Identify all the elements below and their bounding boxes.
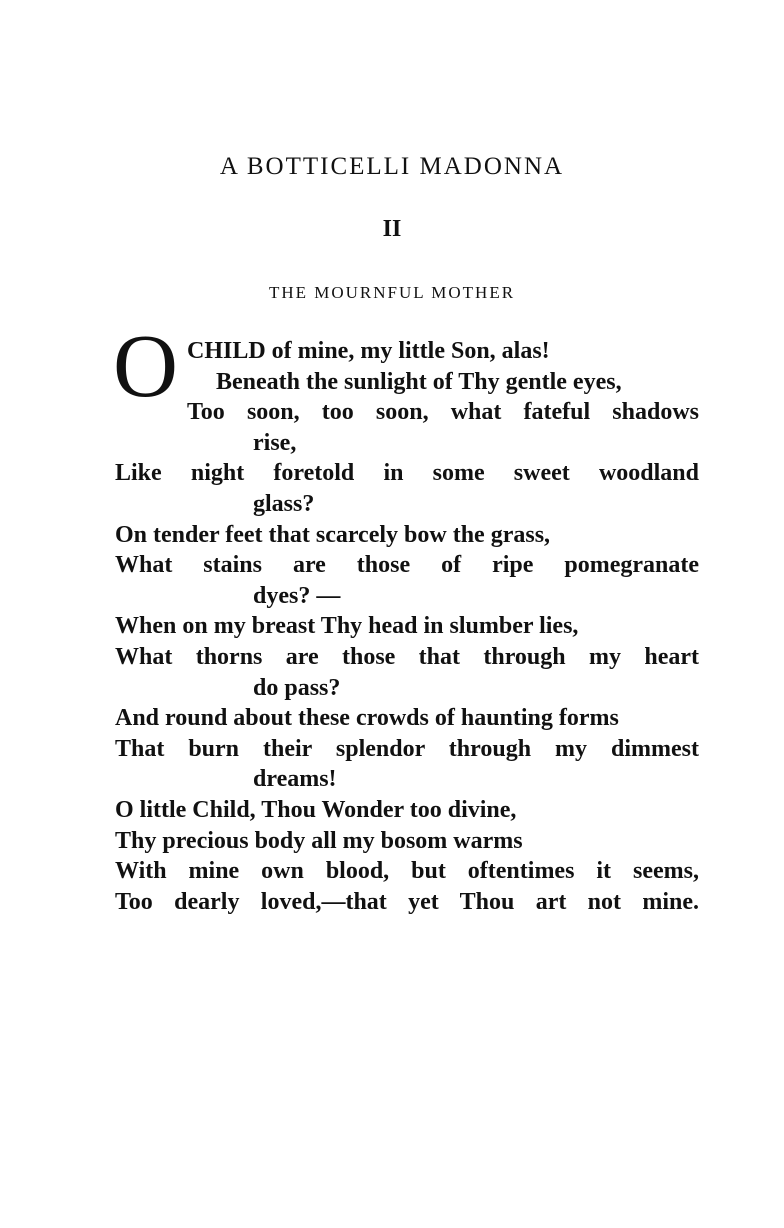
- poem-line-19: Too dearly loved,—that yet Thou art not mine.: [115, 888, 699, 915]
- poem-line-13: And round about these crowds of haunting forms: [115, 705, 619, 732]
- poem-line-18: With mine own blood, but oftentimes it seems,: [115, 858, 699, 885]
- poem-line-10: When on my breast Thy head in slumber lies,: [115, 613, 579, 640]
- poem-body: [115, 336, 699, 917]
- poem-subtitle: THE MOURNFUL MOTHER: [268, 283, 516, 302]
- poem-line-5: Like night foretold in some sweet woodland: [115, 460, 699, 487]
- section-numeral: II: [382, 216, 402, 242]
- poem-title: A BOTTICELLI MADONNA: [219, 153, 565, 180]
- poem-line-6: glass?: [253, 490, 315, 517]
- poem-line-9: dyes? —: [253, 582, 341, 609]
- drop-cap: O: [113, 317, 178, 416]
- poem-line-4: rise,: [253, 429, 297, 456]
- poem-line-15: dreams!: [253, 766, 337, 793]
- poem-line-12: do pass?: [253, 674, 341, 701]
- poem-line-11: What thorns are those that through my heart: [115, 643, 699, 670]
- poem-line-14: That burn their splendor through my dimmest: [115, 735, 699, 762]
- poem-line-17: Thy precious body all my bosom warms: [115, 827, 523, 854]
- poem-line-1: CHILD of mine, my little Son, alas!: [187, 338, 550, 364]
- poem-line-16: O little Child, Thou Wonder too divine,: [115, 796, 517, 823]
- poem-line-7: On tender feet that scarcely bow the grass,: [115, 521, 551, 548]
- poem-line-3: Too soon, too soon, what fateful shadows: [187, 399, 699, 426]
- poem-line-2: Beneath the sunlight of Thy gentle eyes,: [216, 368, 622, 395]
- poem-line-8: What stains are those of ripe pomegranate: [115, 552, 699, 579]
